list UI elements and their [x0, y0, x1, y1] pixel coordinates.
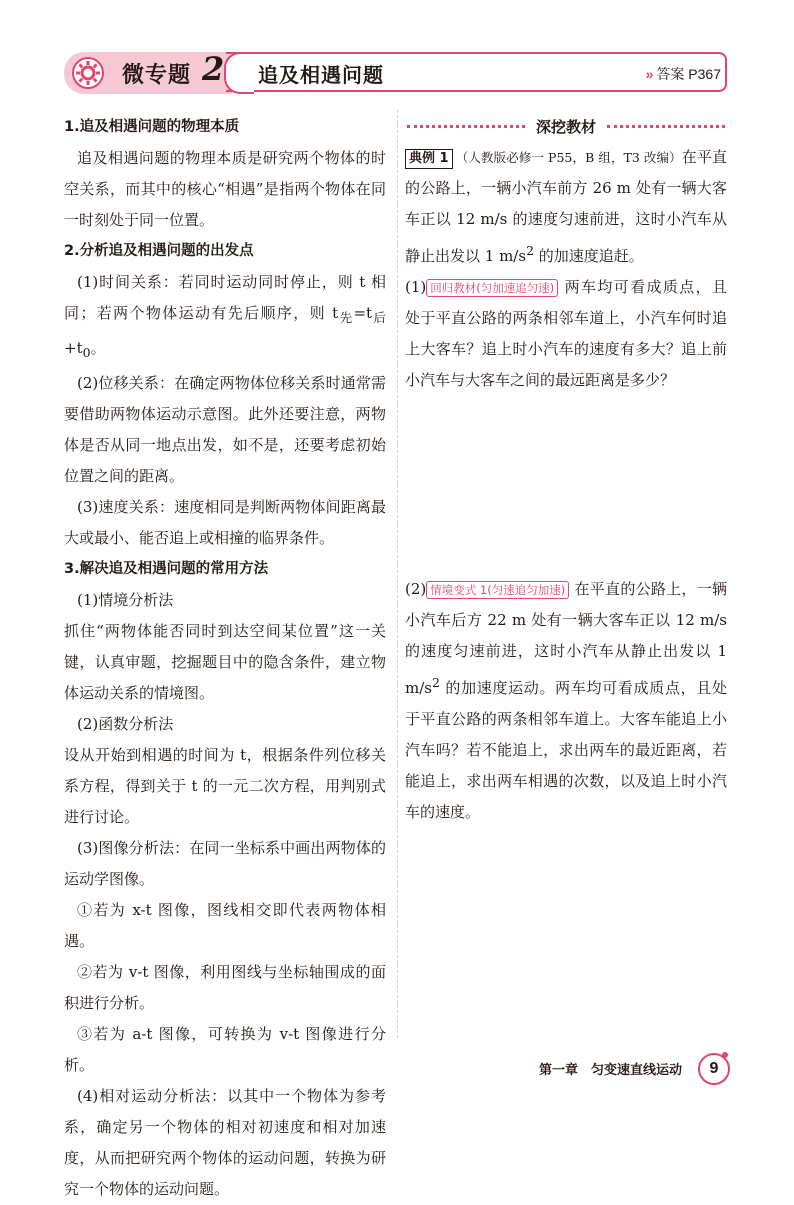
section-heading: 2.分析追及相遇问题的出发点	[64, 243, 254, 259]
question-number: (2)	[405, 580, 427, 598]
topic-number: 2	[202, 50, 225, 88]
double-chevron-icon: »	[645, 66, 654, 82]
superscript: 2	[431, 675, 440, 690]
section-banner	[405, 112, 727, 140]
answer-space	[405, 396, 727, 574]
text: (1)时间关系：若同时运动同时停止，则 t 相同；若两个物体运动有先后顺序，则 t	[64, 273, 386, 322]
paragraph: 设从开始到相遇的时间为 t，根据条件列位移关系方程，得到关于 t 的一元二次方程，用判别式进行讨论。	[64, 746, 386, 826]
text: 。	[90, 339, 106, 357]
dotted-rule	[607, 125, 725, 128]
left-column	[64, 112, 386, 1205]
page-footer	[490, 1053, 730, 1083]
chapter-title: 第一章 匀变速直线运动	[538, 1063, 682, 1078]
topic-band	[64, 52, 232, 94]
answer-reference-text: 答案 P367	[656, 66, 721, 82]
question-tag: 回归教材(匀加速追匀速)	[426, 279, 558, 297]
question-tag: 情境变式 1(匀速追匀加速)	[426, 581, 569, 599]
question-number: (1)	[405, 278, 427, 296]
method-title: (2)函数分析法	[77, 715, 174, 733]
section-heading: 1.追及相遇问题的物理本质	[64, 119, 240, 135]
text: 在平直的公路上，一辆小汽车后方 22 m 处有一辆大客车正以 12 m/s 的速度匀速前进，这时小汽车从静止出发以 1 m/s	[405, 580, 727, 697]
example-source: （人教版必修一 P55，B 组，T3 改编）	[455, 150, 682, 165]
paragraph: 追及相遇问题的物理本质是研究两个物体的时空关系，而其中的核心“相遇”是指两个物体在同一时刻处于同一位置。	[64, 149, 386, 229]
text: 在平直的公路上，一辆小汽车前方 26 m 处有一辆大客车正以 12 m/s 的速度匀速前进，这时小汽车从静止出发以 1 m/s	[405, 148, 727, 265]
answer-reference	[646, 64, 721, 84]
paragraph: (2)位移关系：在确定两物体位移关系时通常需要借助两物体运动示意图。此外还要注意，两物体是否从同一地点出发，如不是，还要考虑初始位置之间的距离。	[64, 374, 386, 485]
example-tag: 典例 1	[405, 149, 453, 169]
page-number-text: 9	[709, 1060, 719, 1077]
text: 的加速度运动。两车均可看成质点，且处于平直公路的两条相邻车道上。大客车能追上小汽车吗？若不能追上，求出两车的最近距离，若能追上，求出两车相遇的次数，以及追上时小汽车的速度。	[405, 679, 727, 821]
paragraph: ①若为 x-t 图像，图线相交即代表两物体相遇。	[64, 901, 386, 950]
paragraph: ②若为 v-t 图像，利用图线与坐标轴围成的面积进行分析。	[64, 963, 386, 1012]
topic-label: 微专题	[122, 63, 192, 88]
question-2	[405, 574, 727, 828]
paragraph: (3)速度关系：速度相同是判断两物体间距离最大或最小、能否追上或相撞的临界条件。	[64, 498, 386, 547]
text: 的加速度追赶。	[534, 247, 644, 265]
question-1	[405, 272, 727, 396]
dotted-rule	[407, 125, 525, 128]
paragraph: (4)相对运动分析法：以其中一个物体为参考系，确定另一个物体的相对初速度和相对加速度，从而把研究两个物体的运动问题，转换为研究一个物体的运动问题。	[64, 1087, 386, 1198]
page-header	[64, 52, 727, 94]
column-divider	[397, 110, 398, 1038]
title-tab-notch	[224, 52, 254, 94]
subscript: 后	[372, 310, 386, 325]
time-relation-paragraph	[64, 267, 386, 368]
paragraph: 抓住“两物体能否同时到达空间某位置”这一关键，认真审题，挖掘题目中的隐含条件，建立物体运动关系的情境图。	[64, 622, 386, 702]
paragraph: (3)图像分析法：在同一坐标系中画出两物体的运动学图像。	[64, 839, 386, 888]
superscript: 2	[526, 243, 535, 258]
text: +t	[64, 339, 83, 357]
text: =t	[353, 304, 373, 322]
section-title: 深挖教材	[530, 118, 602, 136]
subscript: 0	[82, 345, 91, 360]
text: 两车均可看成质点，且处于平直公路的两条相邻车道上，小汽车何时追上大客车？追上时小汽车的速度有多大？追上前小汽车与大客车之间的最远距离是多少？	[405, 278, 727, 389]
right-column	[405, 112, 727, 828]
accent-dot	[722, 1052, 728, 1058]
method-title: (1)情境分析法	[77, 591, 174, 609]
subscript: 先	[338, 310, 354, 325]
paragraph: ③若为 a-t 图像，可转换为 v-t 图像进行分析。	[64, 1025, 386, 1074]
page-title: 追及相遇问题	[258, 63, 384, 87]
gear-icon	[72, 57, 104, 89]
section-heading: 3.解决追及相遇问题的常用方法	[64, 561, 269, 577]
example-problem	[405, 142, 727, 272]
